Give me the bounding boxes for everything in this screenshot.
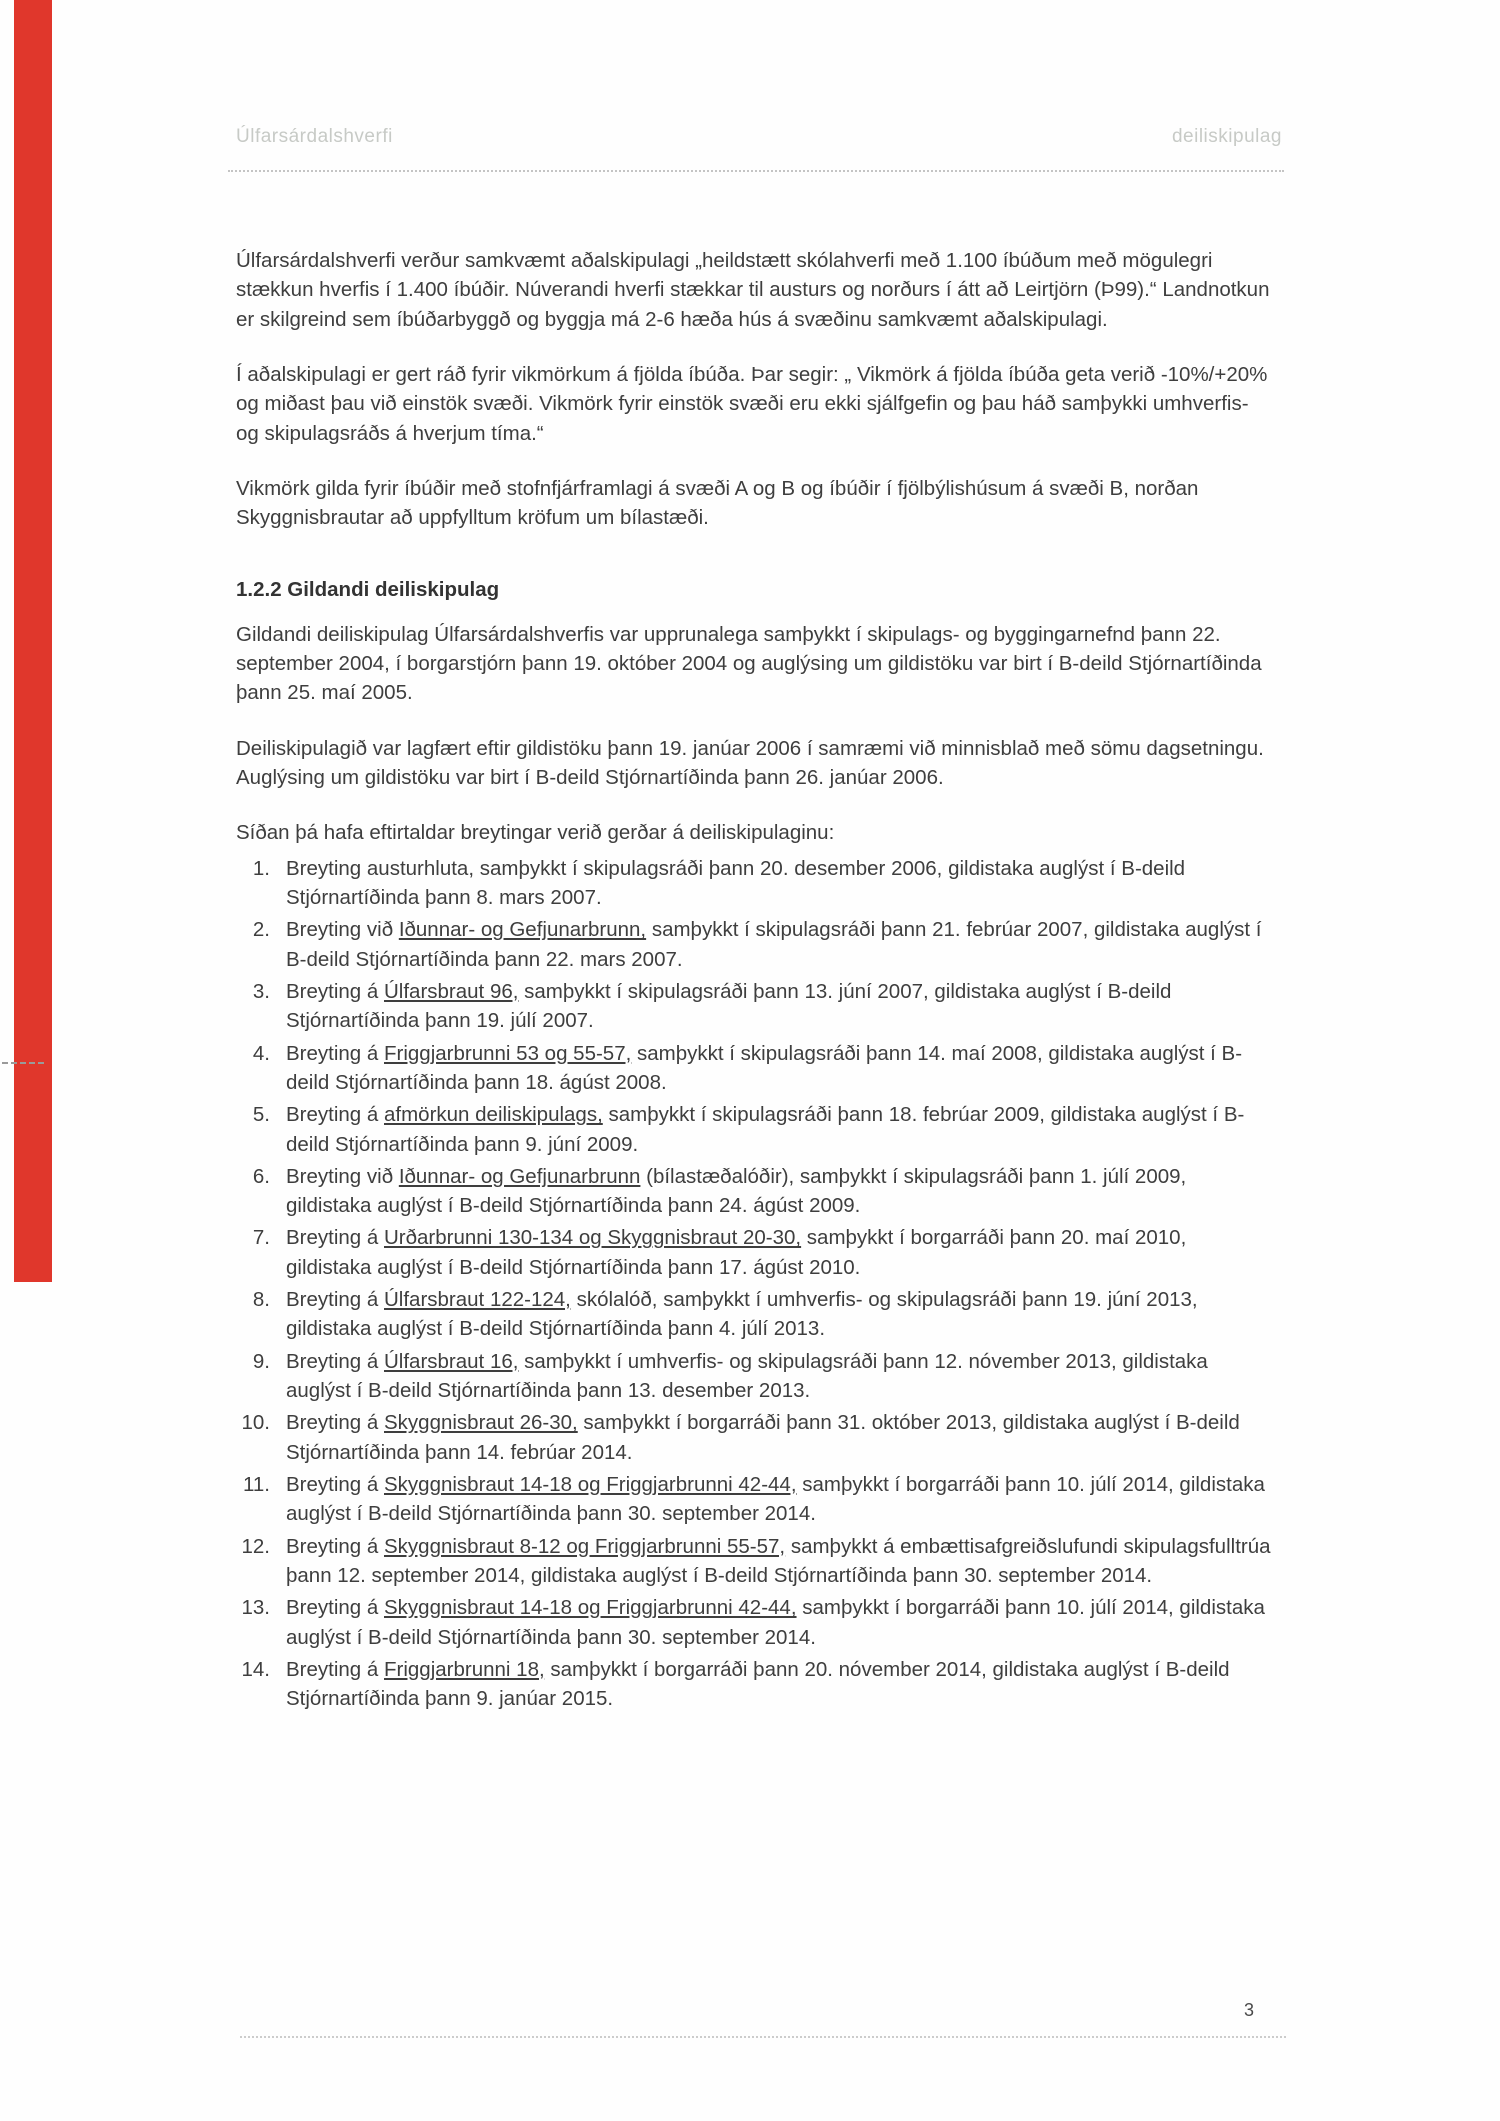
paragraph-adalskipulag: Úlfarsárdalshverfi verður samkvæmt aðalskipulagi „heildstætt skólahverfi með 1.100 íbúðum með mögulegri stækkun hverfis í 1.400 íbúðir. Núverandi hverfi stækkar til austurs og norðurs í átt að Leirtjörn (Þ99).“ Landnotkun er skilgreind sem íbúðarbyggð og byggja má 2-6 hæða hús á svæðinu samkvæmt aðalskipulagi.: [236, 249, 1270, 331]
section-heading: 1.2.2 Gildandi deiliskipulag: [236, 577, 500, 601]
amendment-text: Breyting á Skyggnisbraut 8-12 og Friggjarbrunni 55-57, samþykkt á embættisafgreiðslufundi skipulagsfulltrúa þann 12. september 2014, gildistaka auglýst í B-deild Stjórnartíðinda þann 30. september 2014.: [286, 1534, 1271, 1587]
amendment-item: [236, 1223, 1274, 1282]
amendment-text: Breyting á Úlfarsbraut 96, samþykkt í skipulagsráði þann 13. júní 2007, gildistaka auglýst í B-deild Stjórnartíðinda þann 19. júlí 2007.: [286, 979, 1172, 1033]
amendment-text: Breyting á Skyggnisbraut 14-18 og Friggjarbrunni 42-44, samþykkt í borgarráði þann 10. júlí 2014, gildistaka auglýst í B-deild Stjórnartíðinda þann 30. september 2014.: [286, 1596, 1265, 1649]
amendment-item: [236, 1347, 1274, 1406]
amendment-number: 6.: [252, 1164, 270, 1188]
amendment-item: [236, 1100, 1274, 1159]
amendment-text: Breyting á Friggjarbrunni 53 og 55-57, samþykkt í skipulagsráði þann 14. maí 2008, gildistaka auglýst í B-deild Stjórnartíðinda þann 18. ágúst 2008.: [286, 1041, 1243, 1094]
amendments-list: [236, 854, 1274, 1714]
amendment-number: 1.: [252, 856, 270, 880]
amendment-number: 3.: [252, 979, 270, 1003]
amendment-item: [236, 1408, 1274, 1467]
amendments-intro: Síðan þá hafa eftirtaldar breytingar verið gerðar á deiliskipulaginu:: [236, 821, 835, 845]
red-margin-bar: [14, 0, 52, 1282]
amendment-text: Breyting á Skyggnisbraut 26-30, samþykkt í borgarráði þann 31. október 2013, gildistaka auglýst í B-deild Stjórnartíðinda þann 14. febrúar 2014.: [286, 1411, 1240, 1464]
amendment-item: [236, 1655, 1274, 1714]
left-margin-mark: [2, 1062, 44, 1064]
header-left-title: Úlfarsárdalshverfi: [236, 126, 393, 147]
amendment-text: Breyting á afmörkun deiliskipulags, samþykkt í skipulagsráði þann 18. febrúar 2009, gildistaka auglýst í B-deild Stjórnartíðinda þann 9. júní 2009.: [286, 1103, 1245, 1156]
amendment-item: [236, 1162, 1274, 1221]
amendment-item: [236, 1039, 1274, 1098]
amendment-number: 9.: [252, 1349, 270, 1373]
section-paragraph-2: Deiliskipulagið var lagfært eftir gildistöku þann 19. janúar 2006 í samræmi við minnisblað með sömu dagsetningu. Auglýsing um gildistöku var birt í B-deild Stjórnartíðinda þann 26. janúar 2006.: [236, 736, 1264, 790]
amendment-number: 10.: [241, 1411, 270, 1435]
amendment-number: 7.: [252, 1226, 270, 1250]
amendment-item: [236, 915, 1274, 974]
amendment-item: [236, 1593, 1274, 1652]
amendment-text: Breyting á Úlfarsbraut 16, samþykkt í umhverfis- og skipulagsráði þann 12. nóvember 2013, gildistaka auglýst í B-deild Stjórnartíðinda þann 13. desember 2013.: [286, 1349, 1208, 1402]
section-paragraph-1: Gildandi deiliskipulag Úlfarsárdalshverfis var upprunalega samþykkt í skipulags- og byggingarnefnd þann 22. september 2004, í borgarstjórn þann 19. október 2004 og auglýsing um gildistöku var birt í B-deild Stjórnartíðinda þann 25. maí 2005.: [236, 622, 1262, 705]
footer-rule: [240, 2036, 1286, 2038]
amendment-text: Breyting á Úlfarsbraut 122-124, skólalóð, samþykkt í umhverfis- og skipulagsráði þann 19. júní 2013, gildistaka auglýst í B-deild Stjórnartíðinda þann 4. júlí 2013.: [286, 1288, 1198, 1341]
page-header: [236, 126, 1282, 148]
amendment-item: [236, 977, 1274, 1036]
page-number: 3: [1244, 2000, 1255, 2020]
header-rule: [228, 170, 1284, 172]
paragraph-vikmork: Í aðalskipulagi er gert ráð fyrir vikmörkum á fjölda íbúða. Þar segir: „ Vikmörk á fjölda íbúða geta verið -10%/+20% og miðast þau við einstök svæði. Vikmörk fyrir einstök svæði eru ekki sjálfgefin og þau háð samþykki umhverfis- og skipulagsráðs á hverjum tíma.“: [236, 362, 1268, 445]
amendment-number: 12.: [241, 1534, 270, 1558]
amendment-text: Breyting við Iðunnar- og Gefjunarbrunn, samþykkt í skipulagsráði þann 21. febrúar 2007, gildistaka auglýst í B-deild Stjórnartíðinda þann 22. mars 2007.: [286, 918, 1262, 971]
paragraph-vikmork-gilda: Vikmörk gilda fyrir íbúðir með stofnfjárframlagi á svæði A og B og íbúðir í fjölbýlishúsum á svæði B, norðan Skyggnisbrautar að uppfylltum kröfum um bílastæði.: [236, 476, 1199, 530]
amendment-text: Breyting á Friggjarbrunni 18, samþykkt í borgarráði þann 20. nóvember 2014, gildistaka auglýst í B-deild Stjórnartíðinda þann 9. janúar 2015.: [286, 1657, 1230, 1711]
amendment-text: Breyting austurhluta, samþykkt í skipulagsráði þann 20. desember 2006, gildistaka auglýst í B-deild Stjórnartíðinda þann 8. mars 2007.: [286, 856, 1186, 909]
amendment-number: 11.: [243, 1472, 270, 1496]
amendment-item: [236, 1285, 1274, 1344]
amendment-number: 4.: [252, 1041, 270, 1065]
amendment-item: [236, 1470, 1274, 1529]
amendment-text: Breyting á Urðarbrunni 130-134 og Skyggnisbraut 20-30, samþykkt í borgarráði þann 20. maí 2010, gildistaka auglýst í B-deild Stjórnartíðinda þann 17. ágúst 2010.: [286, 1226, 1187, 1279]
amendment-number: 14.: [241, 1657, 270, 1681]
document-body: [236, 246, 1274, 1716]
amendment-number: 5.: [252, 1103, 270, 1127]
header-right-title: deiliskipulag: [1171, 126, 1282, 147]
amendment-number: 8.: [252, 1288, 270, 1312]
amendment-item: [236, 854, 1274, 913]
amendment-number: 13.: [241, 1596, 270, 1620]
amendment-text: Breyting við Iðunnar- og Gefjunarbrunn (bílastæðalóðir), samþykkt í skipulagsráði þann 1. júlí 2009, gildistaka auglýst í B-deild Stjórnartíðinda þann 24. ágúst 2009.: [286, 1164, 1187, 1218]
amendment-text: Breyting á Skyggnisbraut 14-18 og Friggjarbrunni 42-44, samþykkt í borgarráði þann 10. júlí 2014, gildistaka auglýst í B-deild Stjórnartíðinda þann 30. september 2014.: [286, 1472, 1265, 1526]
amendment-number: 2.: [252, 918, 270, 942]
amendment-item: [236, 1532, 1274, 1591]
